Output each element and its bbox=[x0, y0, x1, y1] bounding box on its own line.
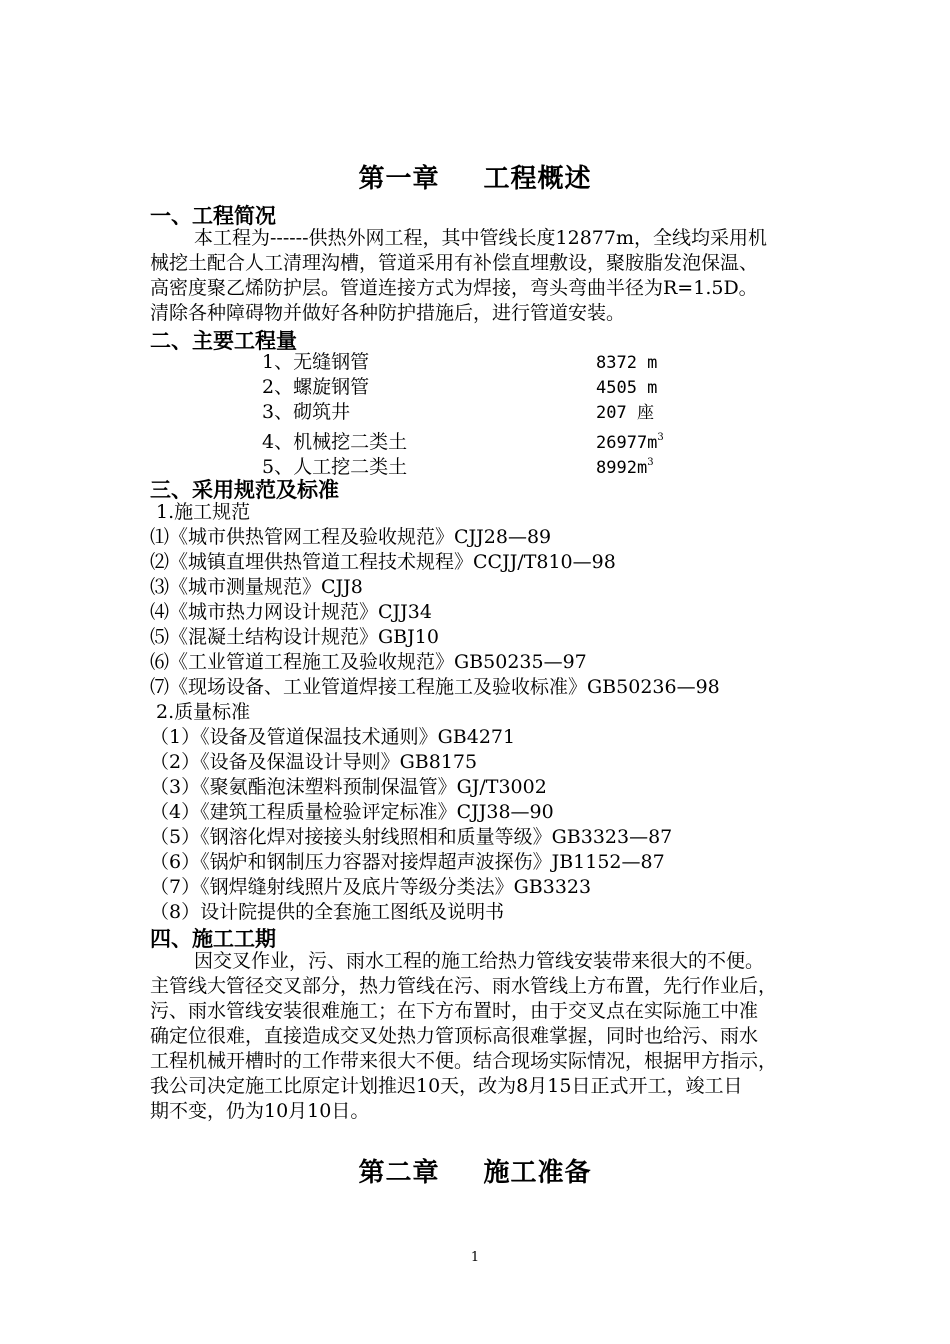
chapter-2-number: 第二章 bbox=[358, 1158, 440, 1188]
quantity-label: 4、机械挖二类土 bbox=[262, 431, 408, 453]
standard-item: （6）《锅炉和钢制压力容器对接焊超声波探伤》JB1152—87 bbox=[150, 851, 665, 873]
standard-item: （2）《设备及保温设计导则》GB8175 bbox=[150, 751, 478, 773]
subsection-quality-standards: 2.质量标准 bbox=[156, 701, 251, 723]
chapter-1-number: 第一章 bbox=[358, 164, 440, 194]
quantity-label: 3、砌筑井 bbox=[262, 401, 351, 423]
spec-item: ⑸《混凝土结构设计规范》GBJ10 bbox=[150, 626, 439, 648]
section-4-line: 工程机械开槽时的工作带来很大不便。结合现场实际情况，根据甲方指示， bbox=[150, 1050, 778, 1072]
section-4-heading: 四、施工工期 bbox=[150, 926, 276, 951]
quantity-row bbox=[262, 375, 762, 401]
section-4-line: 污、雨水管线安装很难施工；在下方布置时，由于交叉点在实际施工中准 bbox=[150, 1000, 759, 1022]
chapter-1-title bbox=[0, 158, 950, 195]
chapter-2-title bbox=[0, 1152, 950, 1189]
spec-item: ⑴《城市供热管网工程及验收规范》CJJ28—89 bbox=[150, 526, 552, 548]
quantity-value: 8372 m bbox=[596, 353, 658, 373]
section-4-line: 我公司决定施工比原定计划推迟10天，改为8月15日正式开工，竣工日 bbox=[150, 1075, 743, 1097]
quantity-row bbox=[262, 350, 762, 376]
section-3-heading: 三、采用规范及标准 bbox=[150, 477, 339, 502]
standard-item: （5）《钢溶化焊对接接头射线照相和质量等级》GB3323—87 bbox=[150, 826, 673, 848]
spec-item: ⑶《城市测量规范》CJJ8 bbox=[150, 576, 363, 598]
quantity-row bbox=[262, 400, 762, 426]
quantity-value: 8992m bbox=[596, 458, 648, 478]
quantity-value: 4505 m bbox=[596, 378, 658, 398]
quantity-unit-superscript: 3 bbox=[647, 457, 654, 468]
section-1-line: 高密度聚乙烯防护层。管道连接方式为焊接，弯头弯曲半径为R=1.5D。 bbox=[150, 277, 758, 299]
spec-item: ⑹《工业管道工程施工及验收规范》GB50235—97 bbox=[150, 651, 587, 673]
section-4-line: 主管线大管径交叉部分，热力管线在污、雨水管线上方布置，先行作业后， bbox=[150, 975, 778, 997]
quantity-label: 5、人工挖二类土 bbox=[262, 456, 408, 478]
section-4-line: 确定位很难，直接造成交叉处热力管顶标高很难掌握，同时也给污、雨水 bbox=[150, 1025, 759, 1047]
spec-item: ⑵《城镇直埋供热管道工程技术规程》CCJJ/T810—98 bbox=[150, 551, 616, 573]
spec-item: ⑷《城市热力网设计规范》CJJ34 bbox=[150, 601, 432, 623]
quantity-value: 26977m bbox=[596, 433, 658, 453]
standard-item: （3）《聚氨酯泡沫塑料预制保温管》GJ/T3002 bbox=[150, 776, 547, 798]
subsection-construction-specs: 1.施工规范 bbox=[156, 501, 251, 523]
quantity-label: 2、螺旋钢管 bbox=[262, 376, 370, 398]
section-1-line: 清除各种障碍物并做好各种防护措施后，进行管道安装。 bbox=[150, 302, 626, 324]
quantity-label: 1、无缝钢管 bbox=[262, 351, 370, 373]
standard-item: （1）《设备及管道保温技术通则》GB4271 bbox=[150, 726, 516, 748]
quantity-value: 207 座 bbox=[596, 403, 654, 423]
chapter-1-name: 工程概述 bbox=[483, 164, 592, 194]
standard-item: （7）《钢焊缝射线照片及底片等级分类法》GB3323 bbox=[150, 876, 592, 898]
section-2-heading: 二、主要工程量 bbox=[150, 328, 297, 353]
section-4-line: 因交叉作业，污、雨水工程的施工给热力管线安装带来很大的不便。 bbox=[194, 950, 765, 972]
page-number: 1 bbox=[470, 1250, 480, 1265]
standard-item: （8）设计院提供的全套施工图纸及说明书 bbox=[150, 901, 505, 923]
standard-item: （4）《建筑工程质量检验评定标准》CJJ38—90 bbox=[150, 801, 554, 823]
quantity-unit-superscript: 3 bbox=[657, 432, 664, 443]
section-1-line: 本工程为------供热外网工程，其中管线长度12877m，全线均采用机 bbox=[194, 227, 767, 249]
spec-item: ⑺《现场设备、工业管道焊接工程施工及验收标准》GB50236—98 bbox=[150, 676, 720, 698]
section-4-line: 期不变，仍为10月10日。 bbox=[150, 1100, 370, 1122]
chapter-2-name: 施工准备 bbox=[483, 1158, 592, 1188]
section-1-line: 械挖土配合人工清理沟槽，管道采用有补偿直埋敷设，聚胺脂发泡保温、 bbox=[150, 252, 759, 274]
section-1-heading: 一、工程简况 bbox=[150, 203, 276, 228]
